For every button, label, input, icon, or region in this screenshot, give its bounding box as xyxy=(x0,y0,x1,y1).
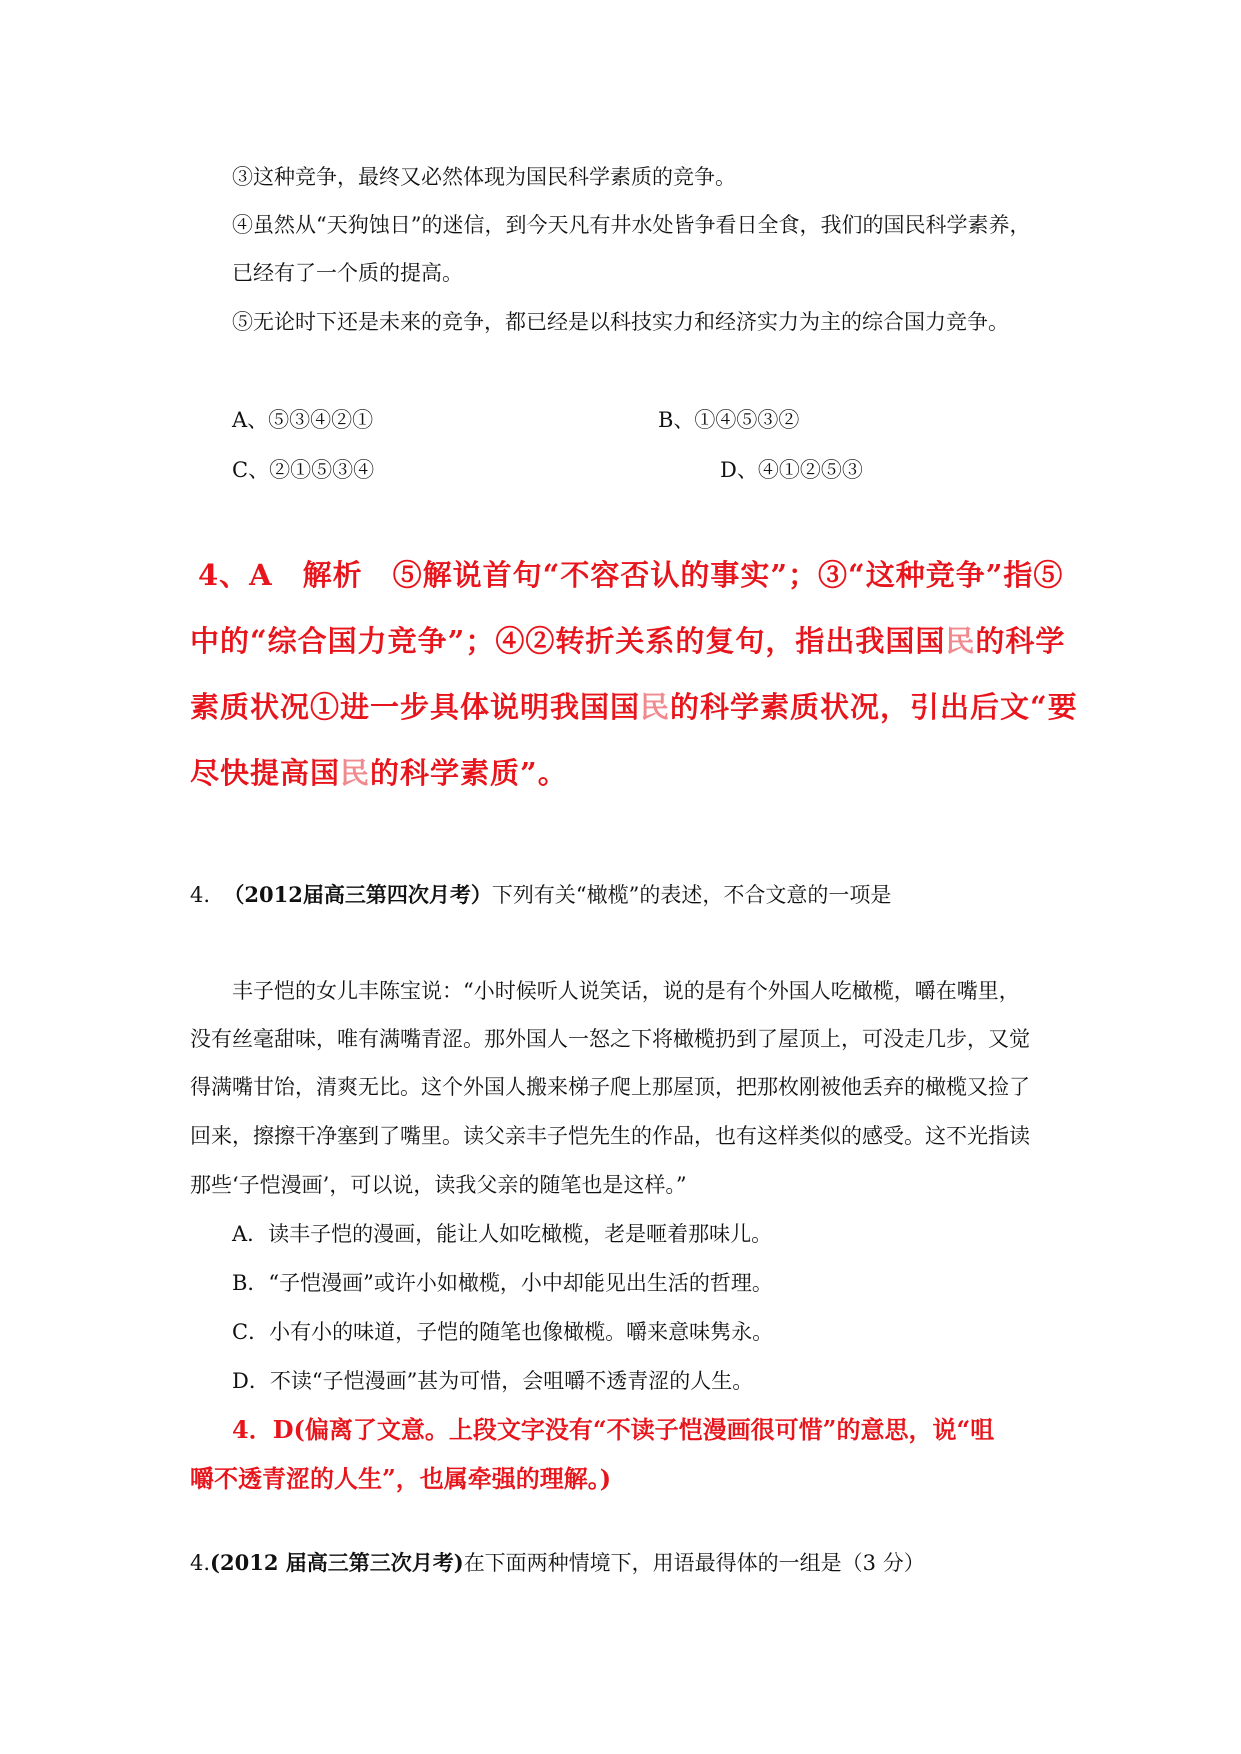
q4-option-a: A．读丰子恺的漫画，能让人如吃橄榄，老是咂着那味儿。 xyxy=(232,1222,773,1246)
q4-option-c: C．小有小的味道，子恺的随笔也像橄榄。嚼来意味隽永。 xyxy=(232,1320,774,1344)
answer2-line2: 嚼不透青涩的人生”，也属牵强的理解。) xyxy=(190,1464,612,1493)
q4-stem xyxy=(190,880,891,910)
q5-source: (2012 届高三第三次月考) xyxy=(210,1550,464,1575)
q5-question: 在下面两种情境下，用语最得体的一组是（3 分） xyxy=(463,1551,925,1575)
faded-char: 民 xyxy=(640,690,671,724)
answer1-line1: 4、A 解析 ⑤解说首句“不容否认的事实”；③“这种竞争”指⑤ xyxy=(198,558,1064,592)
faded-char: 民 xyxy=(340,756,371,790)
passage-line4: 回来，擦擦干净塞到了嘴里。读父亲丰子恺先生的作品，也有这样类似的感受。这不光指读 xyxy=(190,1124,1030,1148)
q4-question: 下列有关“橄榄”的表述，不合文意的一项是 xyxy=(491,883,892,907)
answer2-line1: 4．D(偏离了文意。上段文字没有“不读子恺漫画很可惜”的意思，说“咀 xyxy=(232,1415,995,1444)
q3-item-4-line1: ④虽然从“天狗蚀日”的迷信，到今天凡有井水处皆争看日全食，我们的国民科学素养， xyxy=(232,213,1031,237)
q4-source: （2012届高三第四次月考） xyxy=(223,882,492,907)
faded-char: 民 xyxy=(945,624,976,658)
q4-option-d: D．不读“子恺漫画”甚为可惜，会咀嚼不透青涩的人生。 xyxy=(232,1369,754,1393)
answer1-line4: 尽快提高国民的科学素质”。 xyxy=(190,756,568,790)
q3-option-d: D、④①②⑤③ xyxy=(720,458,863,482)
q5-stem xyxy=(190,1548,925,1578)
q3-option-c: C、②①⑤③④ xyxy=(232,458,375,482)
q4-option-b: B．“子恺漫画”或许小如橄榄，小中却能见出生活的哲理。 xyxy=(232,1271,773,1295)
passage-line5: 那些‘子恺漫画’，可以说，读我父亲的随笔也是这样。” xyxy=(190,1173,687,1197)
q4-number: 4. xyxy=(190,883,211,907)
passage-line3: 得满嘴甘饴，清爽无比。这个外国人搬来梯子爬上那屋顶，把那枚刚被他丢弃的橄榄又捡了 xyxy=(190,1075,1030,1099)
q3-option-a: A、⑤③④②① xyxy=(232,408,374,432)
passage-line1: 丰子恺的女儿丰陈宝说：“小时候听人说笑话，说的是有个外国人吃橄榄，嚼在嘴里， xyxy=(232,979,1020,1003)
answer1-line3: 素质状况①进一步具体说明我国国民的科学素质状况，引出后文“要 xyxy=(190,690,1078,724)
q3-item-5: ⑤无论时下还是未来的竞争，都已经是以科技实力和经济实力为主的综合国力竞争。 xyxy=(232,310,1009,334)
answer1-line2: 中的“综合国力竞争”；④②转折关系的复句，指出我国国民的科学 xyxy=(190,624,1066,658)
q3-item-3: ③这种竞争，最终又必然体现为国民科学素质的竞争。 xyxy=(232,165,736,189)
passage-line2: 没有丝毫甜味，唯有满嘴青涩。那外国人一怒之下将橄榄扔到了屋顶上，可没走几步，又觉 xyxy=(190,1027,1030,1051)
q3-item-4-line2: 已经有了一个质的提高。 xyxy=(232,261,463,285)
q3-option-b: B、①④⑤③② xyxy=(658,408,800,432)
q5-number: 4. xyxy=(190,1551,211,1575)
